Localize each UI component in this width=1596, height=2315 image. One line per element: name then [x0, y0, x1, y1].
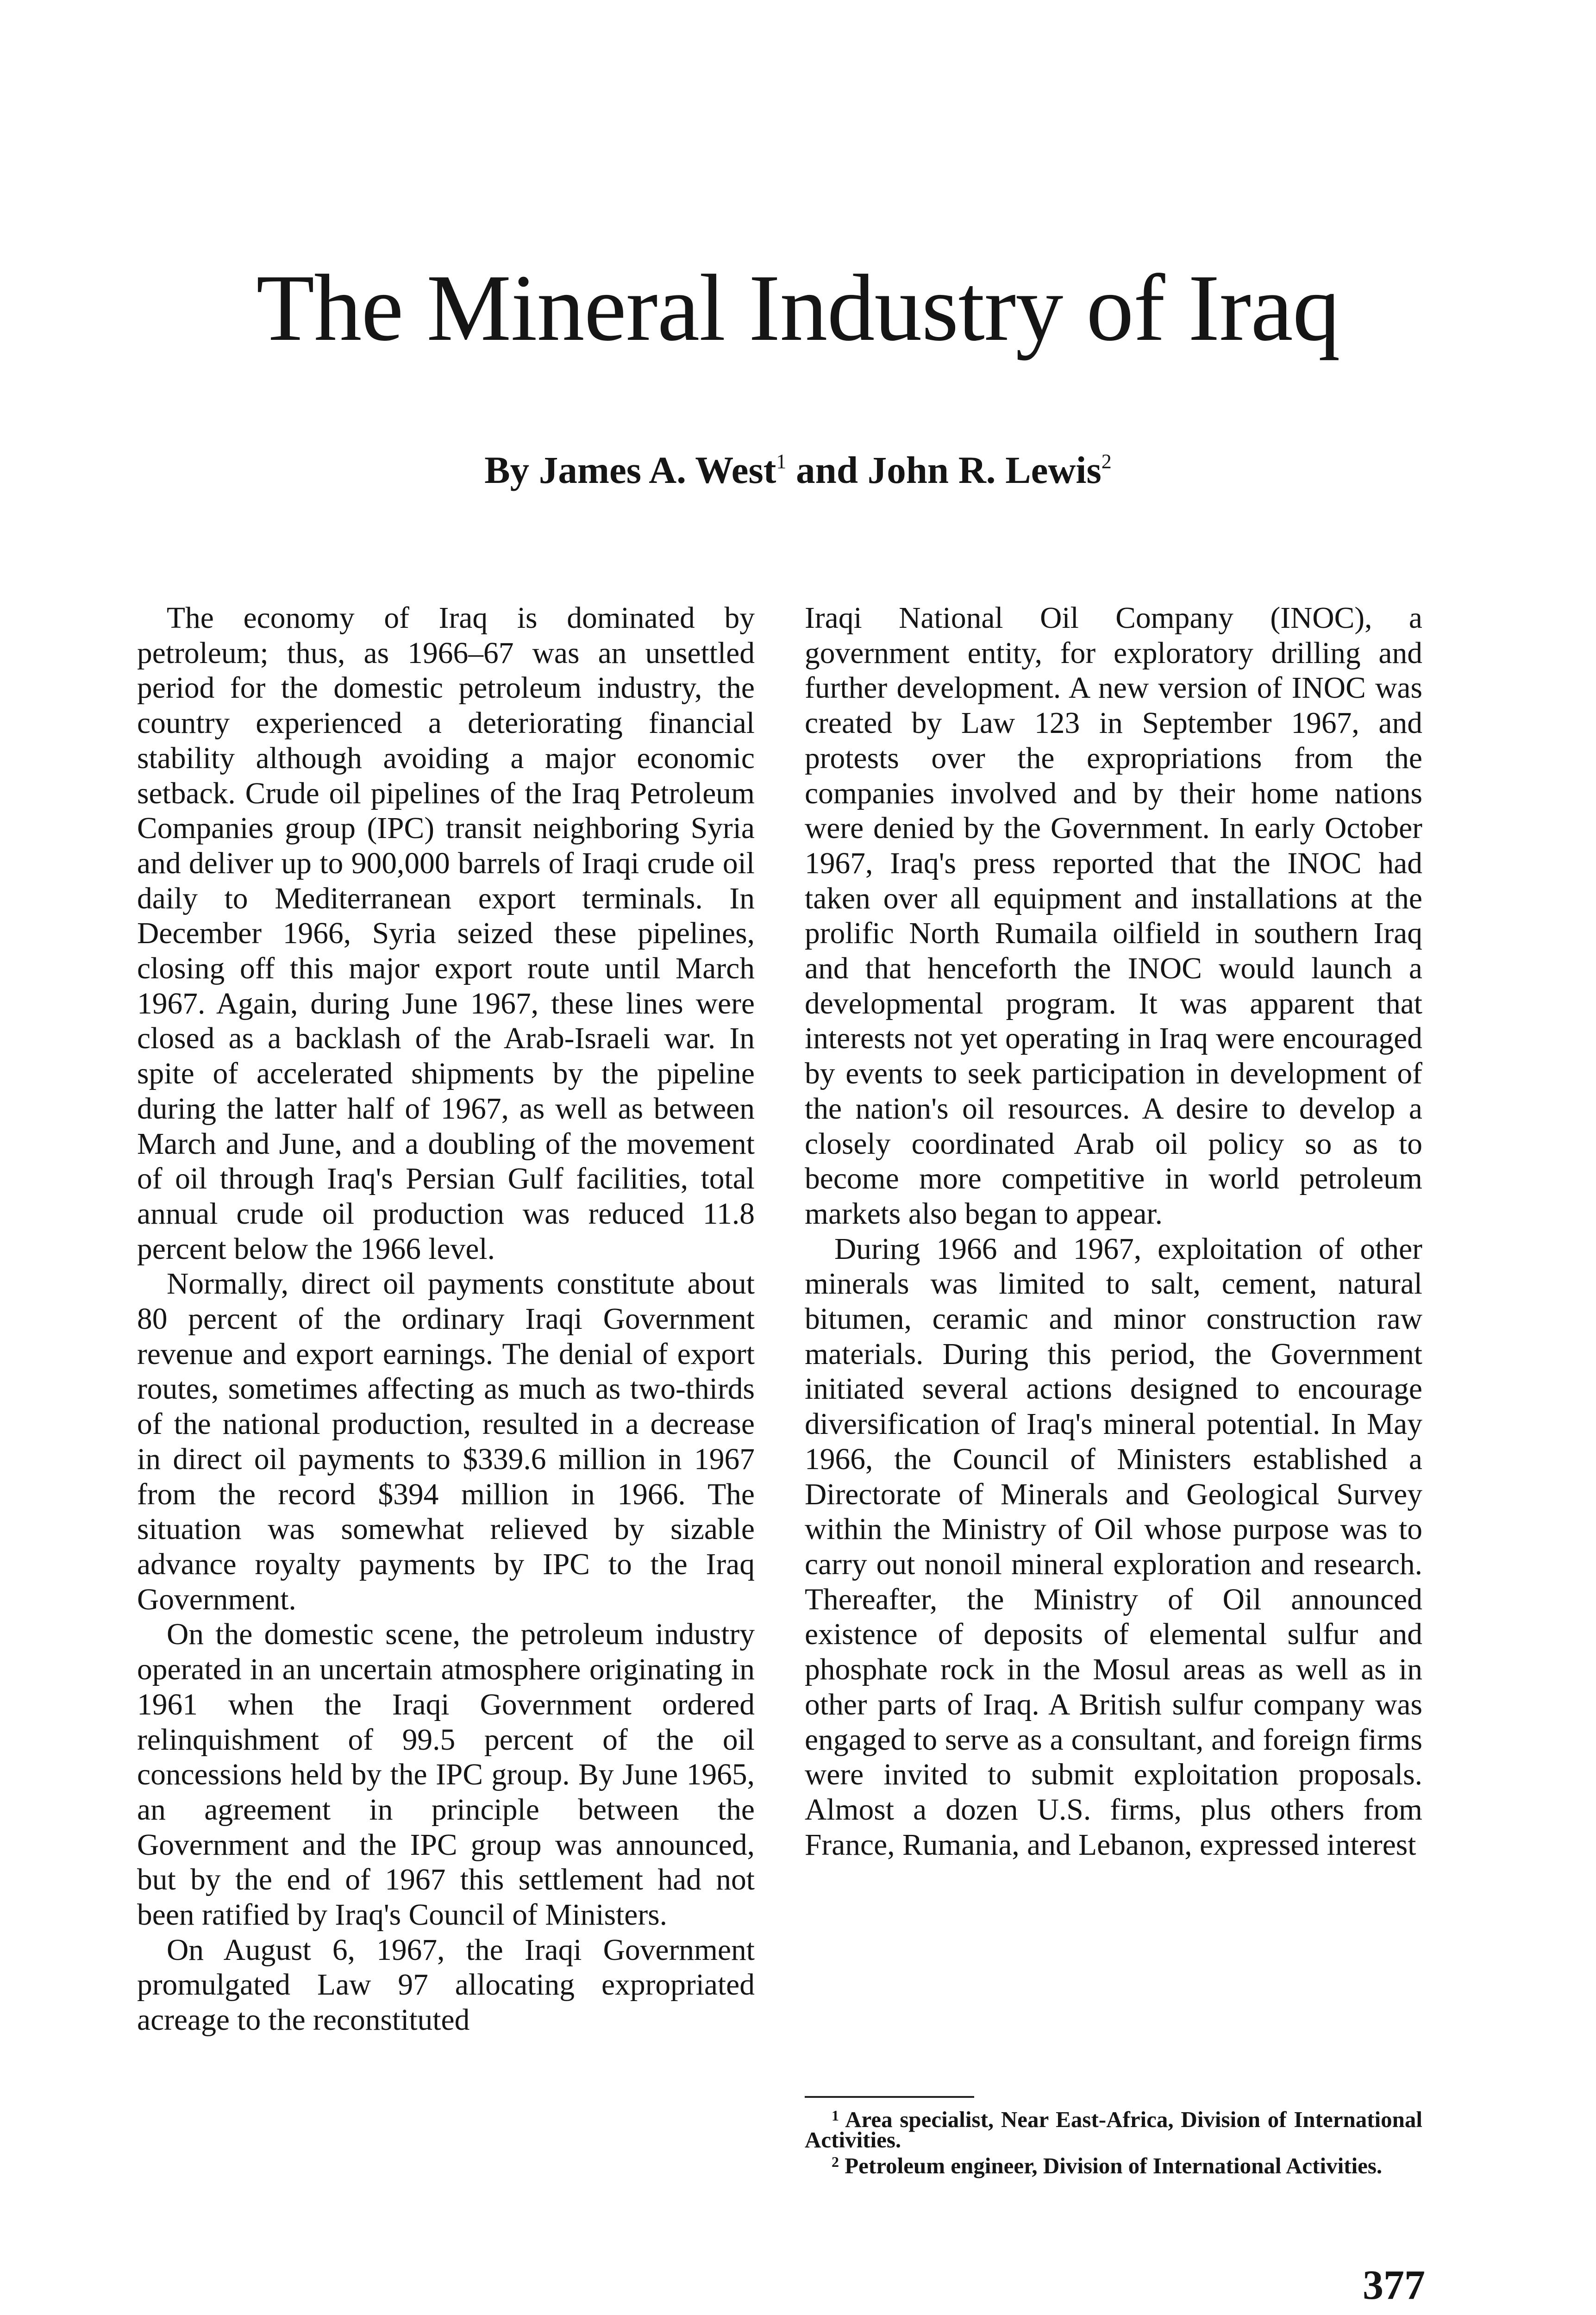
page-title: The Mineral Industry of Iraq: [256, 255, 1340, 361]
paragraph: The economy of Iraq is dominated by petroleum; thus, as 1966–67 was an unsettled period for the domestic petroleum industry, the country experienced a deteriorating financial stability although avoiding a major economic setback. Crude oil pipelines of the Iraq Petroleum Companies group (IPC) transit neighboring Syria and deliver up to 900,000 barrels of Iraqi crude oil daily to Mediterranean export terminals. In December 1966, Syria seized these pipelines, closing off this major export route until March 1967. Again, during June 1967, these lines were closed as a backlash of the Arab-Israeli war. In spite of accelerated shipments by the pipeline during the latter half of 1967, as well as between March and June, and a doubling of the movement of oil through Iraq's Persian Gulf facilities, total annual crude oil production was reduced 11.8 percent below the 1966 level.: [137, 601, 755, 1266]
left-column: [137, 601, 755, 2038]
paragraph-continued: Iraqi National Oil Company (INOC), a government entity, for exploratory drilling and further development. A new version of INOC was created by Law 123 in September 1967, and protests over the expropriations from the companies involved and by their home nations were denied by the Government. In early October 1967, Iraq's press reported that the INOC had taken over all equipment and installations at the prolific North Rumaila oilfield in southern Iraq and that henceforth the INOC would launch a developmental program. It was apparent that interests not yet operating in Iraq were encouraged by events to seek participation in development of the nation's oil resources. A desire to develop a closely coordinated Arab oil policy so as to become more competitive in world petroleum markets also began to appear.: [805, 601, 1422, 1231]
paragraph: On August 6, 1967, the Iraqi Government promulgated Law 97 allocating expropriated acreage to the reconstituted: [137, 1933, 755, 2037]
footnote-1: [805, 2109, 1422, 2150]
footnote-2-mark: 2: [832, 2153, 839, 2170]
author-west: By James A. West: [484, 449, 776, 491]
page-number: 377: [1363, 2262, 1425, 2308]
footnote-2-text: Petroleum engineer, Division of International Activities.: [845, 2153, 1383, 2178]
footnote-mark-1: 1: [776, 450, 787, 473]
right-column: [805, 601, 1422, 1863]
footnote-1-mark: 1: [832, 2107, 839, 2124]
footnote-mark-2: 2: [1101, 450, 1112, 473]
footnotes: [805, 2109, 1422, 2182]
footnote-2: [805, 2153, 1422, 2178]
footnote-divider: [805, 2096, 974, 2098]
byline: [0, 444, 1596, 495]
paragraph: Normally, direct oil payments constitute about 80 percent of the ordinary Iraqi Government revenue and export earnings. The denial of export routes, sometimes affecting as much as two-thirds of the national production, resulted in a decrease in direct oil payments to $339.6 million in 1967 from the record $394 million in 1966. The situation was somewhat relieved by sizable advance royalty payments by IPC to the Iraq Government.: [137, 1267, 755, 1616]
author-lewis: and John R. Lewis: [786, 449, 1102, 491]
footnote-1-text: Area specialist, Near East-Africa, Division of International Activities.: [805, 2107, 1423, 2152]
paragraph: During 1966 and 1967, exploitation of other minerals was limited to salt, cement, natural bitumen, ceramic and minor construction raw materials. During this period, the Government initiated several actions designed to encourage diversification of Iraq's mineral potential. In May 1966, the Council of Ministers established a Directorate of Minerals and Geological Survey within the Ministry of Oil whose purpose was to carry out nonoil mineral exploration and research. Thereafter, the Ministry of Oil announced existence of deposits of elemental sulfur and phosphate rock in the Mosul areas as well as in other parts of Iraq. A British sulfur company was engaged to serve as a consultant, and foreign firms were invited to submit exploitation proposals. Almost a dozen U.S. firms, plus others from France, Rumania, and Lebanon, expressed interest: [805, 1232, 1422, 1862]
paragraph: On the domestic scene, the petroleum industry operated in an uncertain atmosphere originating in 1961 when the Iraqi Government ordered relinquishment of 99.5 percent of the oil concessions held by the IPC group. By June 1965, an agreement in principle between the Government and the IPC group was announced, but by the end of 1967 this settlement had not been ratified by Iraq's Council of Ministers.: [137, 1618, 755, 1932]
